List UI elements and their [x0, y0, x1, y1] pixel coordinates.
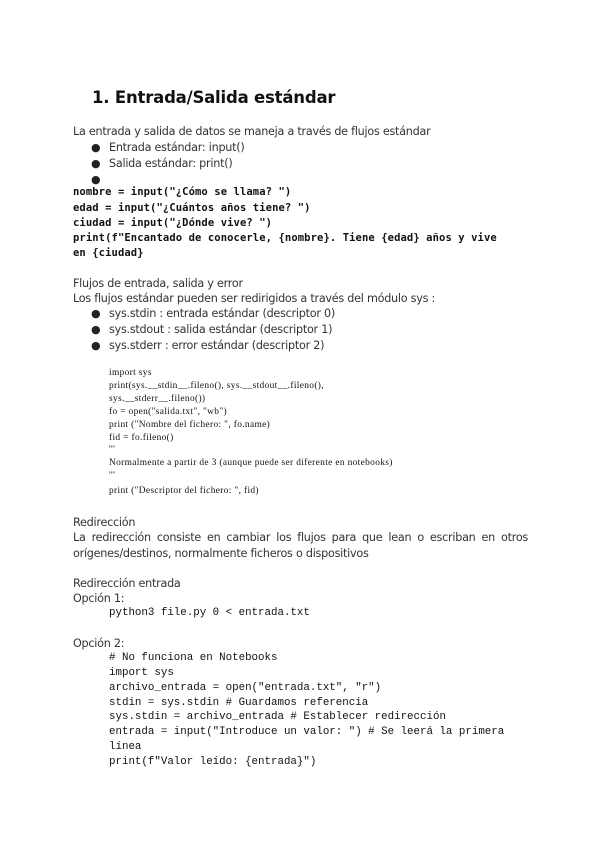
code-line: print(f"Encantado de conocerle, {nombre}. Tiene {edad} años y vive — [73, 232, 497, 244]
flujos-paragraph: Los flujos estándar pueden ser redirigidos a través del módulo sys : — [73, 292, 436, 305]
redireccion-paragraph: La redirección consiste en cambiar los flujos para que lean o escriban en otros orígenes/destinos, normalmente ficheros o dispositivos — [73, 531, 528, 560]
code-line: sys.stdin = archivo_entrada # Establecer redirección — [109, 711, 446, 723]
list-item: Salida estándar: print() — [109, 157, 233, 170]
code-line: entrada = input("Introduce un valor: ") # Se leerá la primera — [109, 726, 505, 738]
bullet-icon: ● — [91, 157, 101, 170]
code-line: print(f"Valor leído: {entrada}") — [109, 756, 317, 768]
bullet-icon: ● — [91, 173, 101, 186]
code-line: línea — [109, 741, 142, 753]
opcion1-command: python3 file.py 0 < entrada.txt — [109, 607, 310, 619]
list-item: sys.stdout : salida estándar (descriptor 1) — [109, 323, 333, 336]
code-line: print(sys.__stdin__.fileno(), sys.__stdout__.fileno(), — [109, 381, 324, 391]
code-line: fo = open("salida.txt", "wb") — [109, 407, 227, 417]
opcion2-label: Opción 2: — [73, 637, 125, 650]
code-line: # No funciona en Notebooks — [109, 652, 278, 664]
redireccion-title: Redirección — [73, 516, 136, 529]
code-line: archivo_entrada = open("entrada.txt", "r") — [109, 682, 382, 694]
bullet-icon: ● — [91, 323, 101, 336]
bullet-icon: ● — [91, 339, 101, 352]
code-line: import sys — [109, 667, 174, 679]
intro-paragraph: La entrada y salida de datos se maneja a través de flujos estándar — [73, 125, 431, 138]
code-line: print ("Descriptor del fichero: ", fid) — [109, 486, 259, 496]
code-line: sys.__stderr__.fileno()) — [109, 394, 206, 404]
list-item: Entrada estándar: input() — [109, 141, 245, 154]
code-line: Normalmente a partir de 3 (aunque puede ser diferente en notebooks) — [109, 458, 393, 468]
code-line: print ("Nombre del fichero: ", fo.name) — [109, 420, 271, 430]
code-line: fid = fo.fileno() — [109, 433, 174, 443]
section-heading: 1. Entrada/Salida estándar — [92, 88, 336, 107]
code-line: nombre = input("¿Cómo se llama? ") — [73, 186, 292, 198]
opcion1-label: Opción 1: — [73, 592, 125, 605]
code-line: stdin = sys.stdin # Guardamos referencia — [109, 697, 369, 709]
bullet-icon: ● — [91, 307, 101, 320]
code-line: ciudad = input("¿Dónde vive? ") — [73, 217, 273, 229]
code-line: import sys — [109, 368, 152, 378]
bullet-icon: ● — [91, 141, 101, 154]
redir-entrada-title: Redirección entrada — [73, 577, 181, 590]
code-line: edad = input("¿Cuántos años tiene? ") — [73, 202, 311, 214]
code-line: ''' — [109, 471, 116, 481]
list-item: sys.stderr : error estándar (descriptor 2) — [109, 339, 325, 352]
flujos-title: Flujos de entrada, salida y error — [73, 277, 243, 290]
code-line: en {ciudad} — [73, 247, 144, 259]
code-line: ''' — [109, 445, 116, 455]
list-item: sys.stdin : entrada estándar (descriptor 0) — [109, 307, 335, 320]
